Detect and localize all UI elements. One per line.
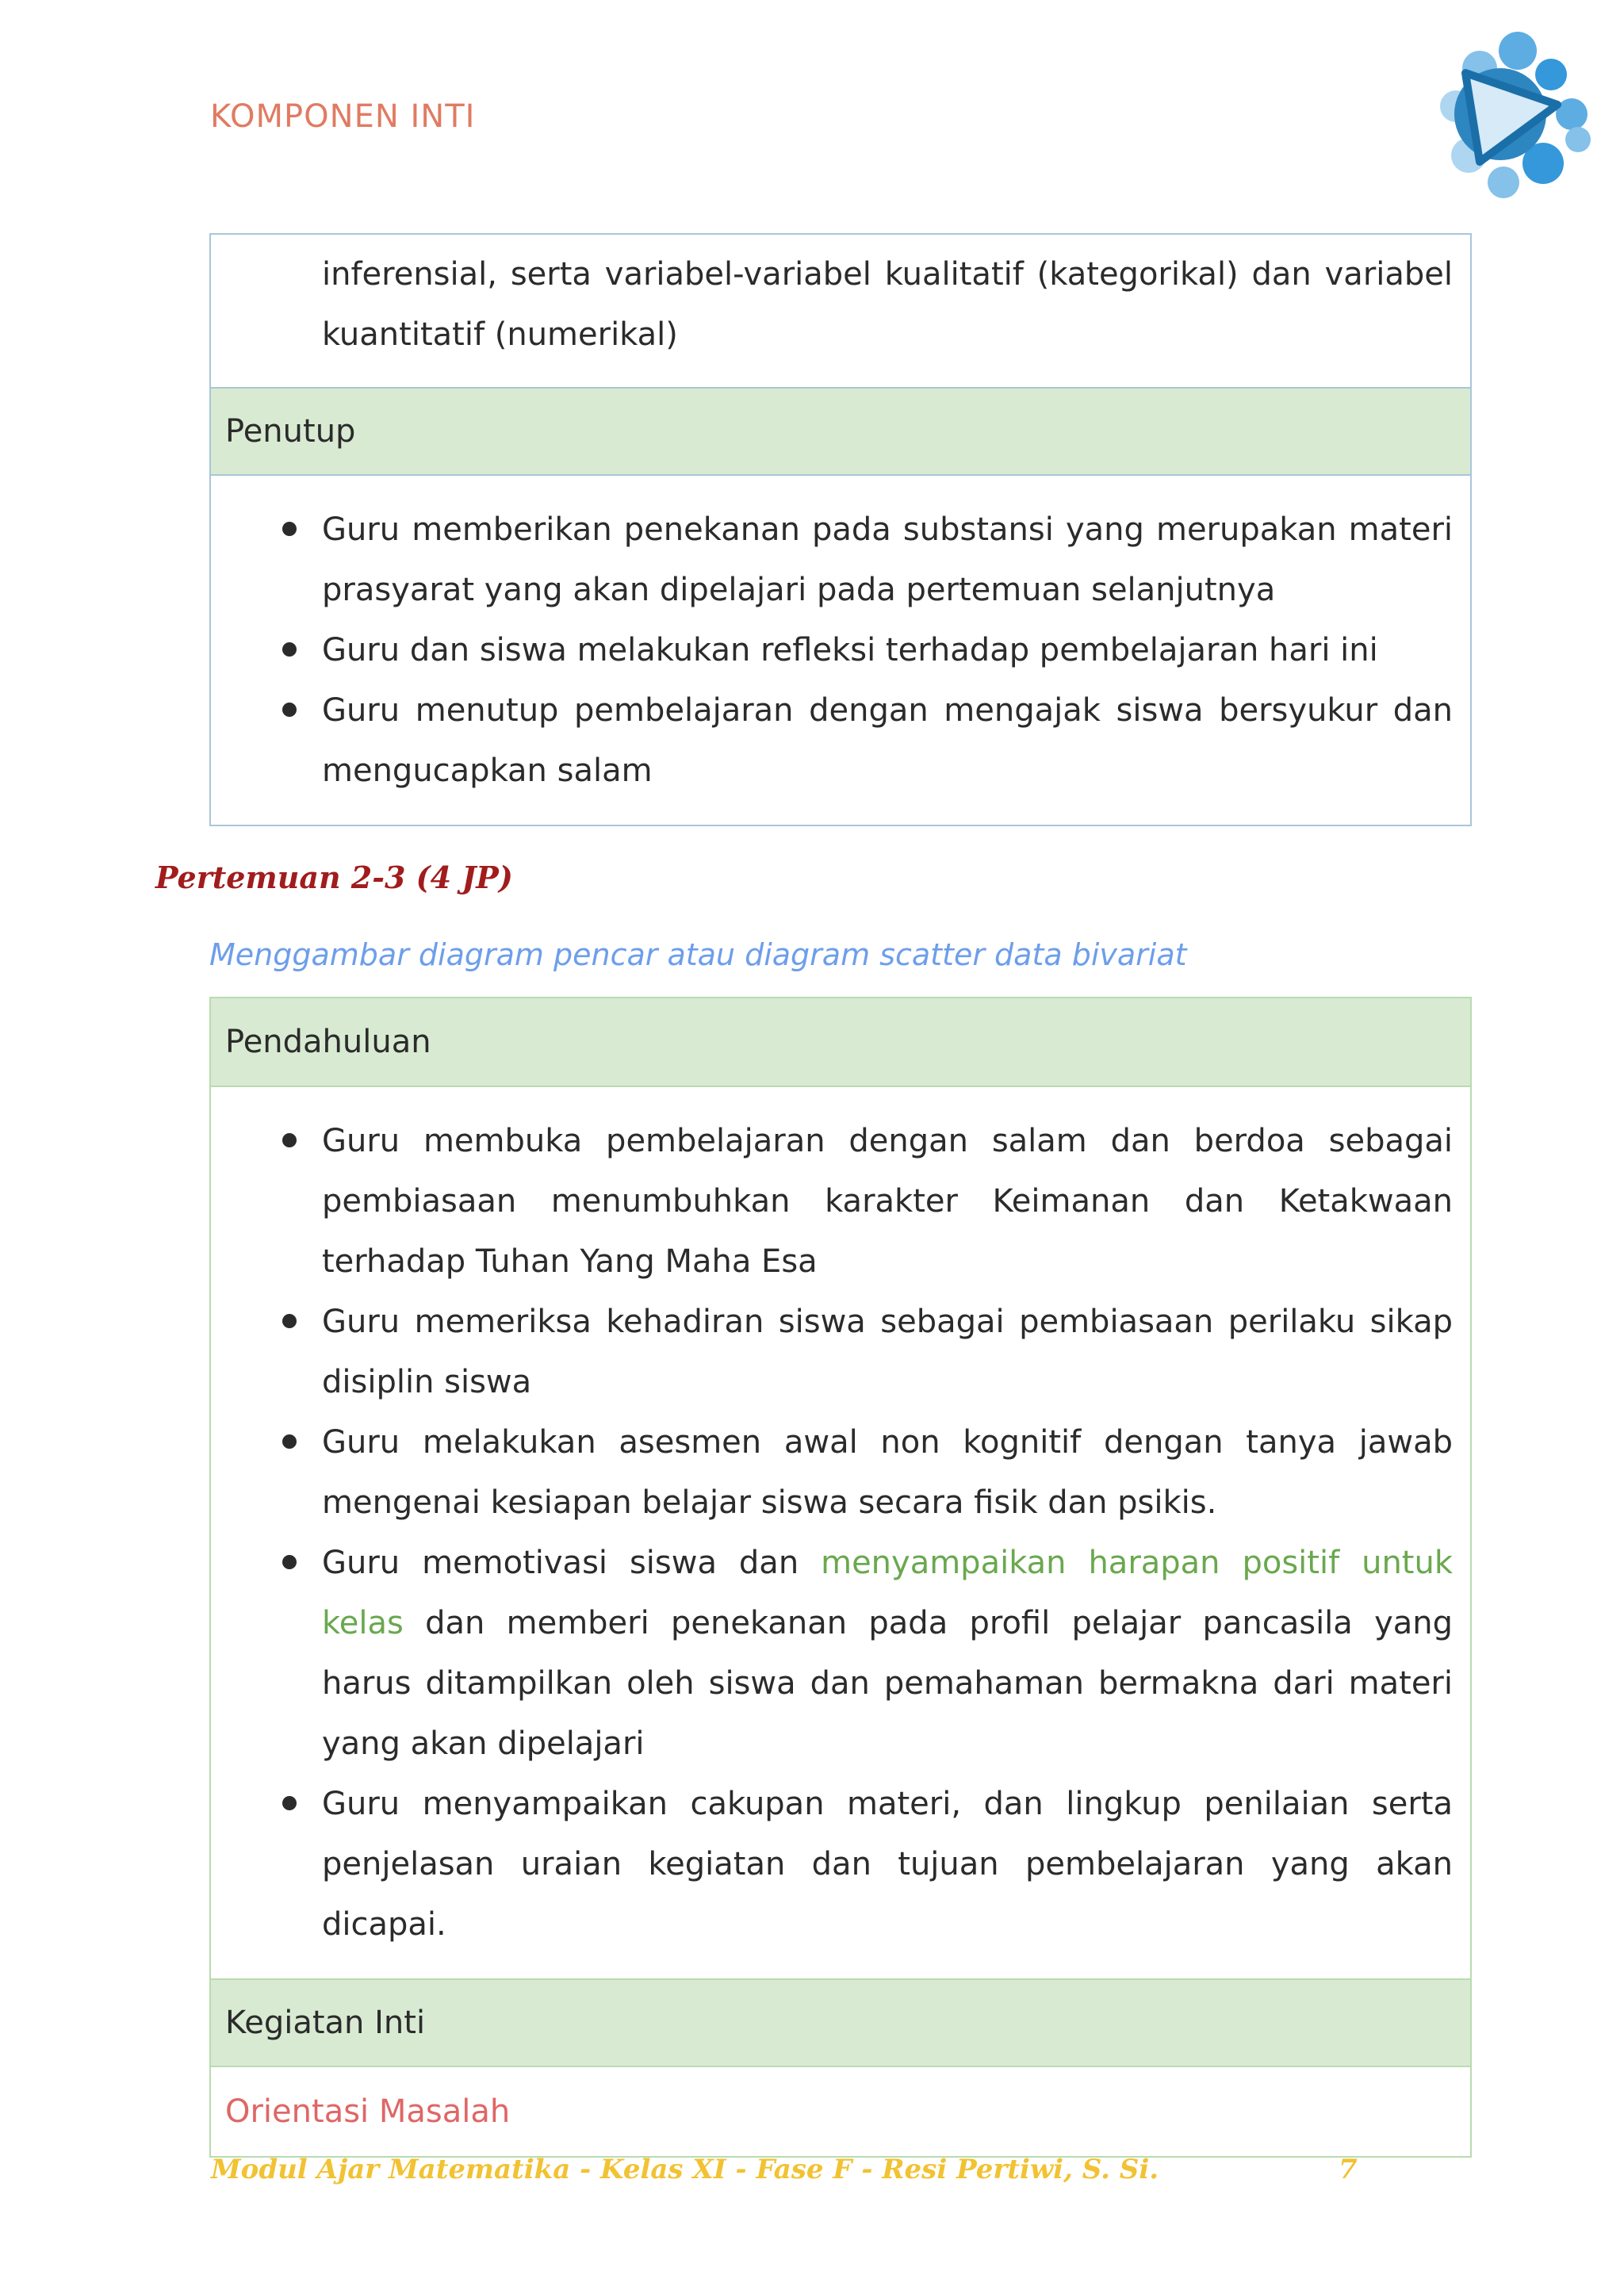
bullet-icon xyxy=(282,522,297,536)
bullet-icon xyxy=(282,703,297,717)
meeting-title: Pertemuan 2-3 (4 JP) xyxy=(155,860,513,895)
play-logo-icon xyxy=(1424,27,1599,201)
meeting-subtitle: Menggambar diagram pencar atau diagram scatter data bivariat xyxy=(209,937,1187,972)
list-item: Guru memeriksa kehadiran siswa sebagai pembiasaan perilaku sikap disiplin siswa xyxy=(322,1292,1453,1412)
highlight-text: menyampaikan harapan positif untuk kelas xyxy=(322,1545,1453,1641)
bullet-icon xyxy=(282,1133,297,1147)
bullet-icon xyxy=(282,1434,297,1449)
list-item: Guru melakukan asesmen awal non kognitif dengan tanya jawab mengenai kesiapan belajar siswa secara fisik dan psikis. xyxy=(322,1412,1453,1533)
list-item: Guru memotivasi siswa dan menyampaikan harapan positif untuk kelas dan memberi penekanan pada profil pelajar pancasila yang harus ditampilkan oleh siswa dan pemahaman bermakna dari materi yang akan dipelajari xyxy=(322,1533,1453,1774)
list-item: Guru membuka pembelajaran dengan salam dan berdoa sebagai pembiasaan menumbuhkan karakter Keimanan dan Ketakwaan terhadap Tuhan Yang Maha Esa xyxy=(322,1111,1453,1292)
penutup-header: Penutup xyxy=(211,387,1470,476)
pertemuan-table xyxy=(209,997,1472,2158)
list-item: Guru dan siswa melakukan refleksi terhadap pembelajaran hari ini xyxy=(322,620,1453,680)
penutup-list xyxy=(211,476,1470,825)
list-item: Guru menutup pembelajaran dengan mengajak siswa bersyukur dan mengucapkan salam xyxy=(322,680,1453,801)
page-header-title: KOMPONEN INTI xyxy=(210,98,476,135)
footer-text: Modul Ajar Matematika - Kelas XI - Fase F - Resi Pertiwi, S. Si. xyxy=(211,2154,1159,2185)
page-number: 7 xyxy=(1339,2154,1358,2185)
continuation-text: inferensial, serta variabel-variabel kualitatif (kategorikal) dan variabel kuantitatif (numerikal) xyxy=(322,256,1453,353)
penutup-table xyxy=(209,233,1472,826)
bullet-icon xyxy=(282,1314,297,1328)
orientasi-masalah-label: Orientasi Masalah xyxy=(225,2093,511,2130)
bullet-icon xyxy=(282,1555,297,1569)
list-item: Guru memberikan penekanan pada substansi yang merupakan materi prasyarat yang akan dipelajari pada pertemuan selanjutnya xyxy=(322,500,1453,620)
list-item: Guru menyampaikan cakupan materi, dan lingkup penilaian serta penjelasan uraian kegiatan dan tujuan pembelajaran yang akan dicapai. xyxy=(322,1774,1453,1955)
bullet-icon xyxy=(282,642,297,657)
pendahuluan-header: Pendahuluan xyxy=(211,998,1470,1087)
kegiatan-inti-header: Kegiatan Inti xyxy=(211,1978,1470,2067)
pendahuluan-list xyxy=(211,1087,1470,1978)
bullet-icon xyxy=(282,1796,297,1810)
